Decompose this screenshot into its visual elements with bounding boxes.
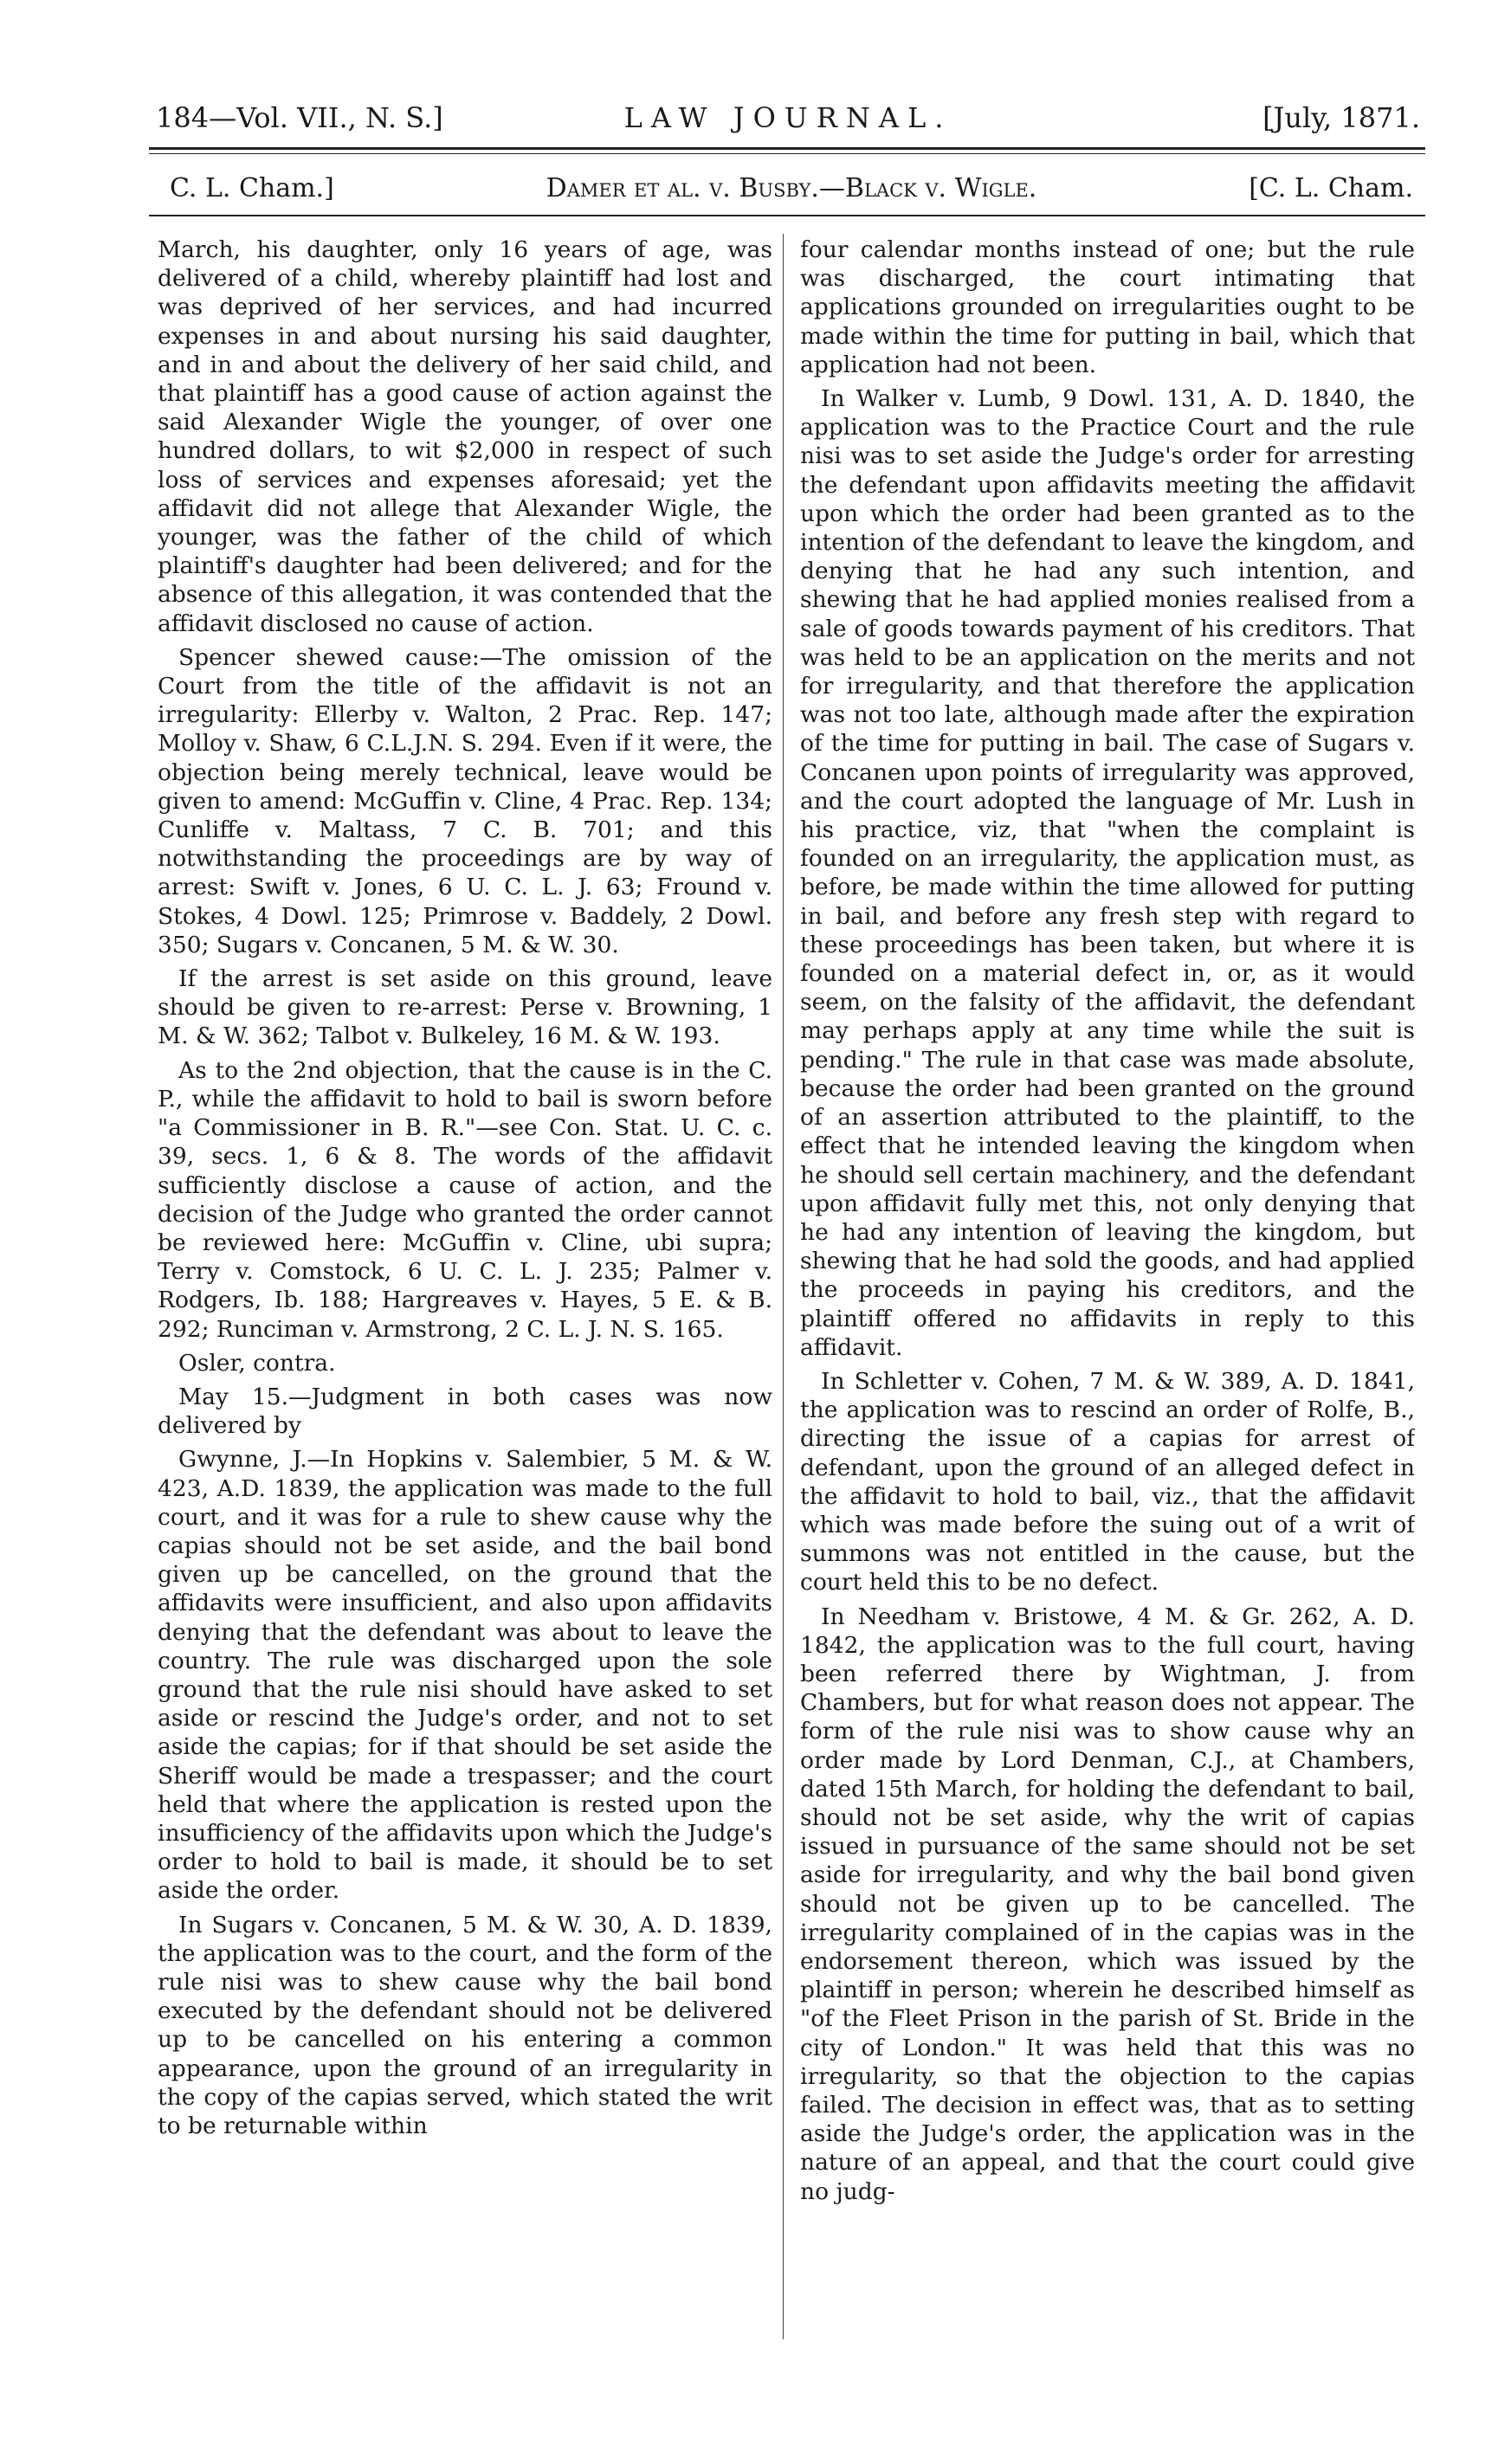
header-journal-title: LAW JOURNAL. (623, 101, 952, 134)
paragraph: In Sugars v. Concanen, 5 M. & W. 30, A. D. 1839, the application was to the court, and the form of the rule nisi was to shew cause why the bail bond executed by the defendant should not be delivered up to be cancelled on his entering a common appearance, upon the ground of an irregularity in the copy of the capias served, which stated the writ to be returnable within (158, 1911, 772, 2139)
paragraph: Spencer shewed cause:—The omission of the Court from the title of the affidavit is not an irregularity: Ellerby v. Walton, 2 Prac. Rep. 147; Molloy v. Shaw, 6 C.L.J.N. S. 294. Even if it were, the objection being merely technical, leave would be given to amend: McGuffin v. Cline, 4 Prac. Rep. 134; Cunliffe v. Maltass, 7 C. B. 701; and this notwithstanding the proceedings are by way of arrest: Swift v. Jones, 6 U. C. L. J. 63; Fround v. Stokes, 4 Dowl. 125; Primrose v. Baddely, 2 Dowl. 350; Sugars v. Concanen, 5 M. & W. 30. (158, 643, 772, 958)
paragraph: If the arrest is set aside on this ground, leave should be given to re-arrest: Perse v. Browning, 1 M. & W. 362; Talbot v. Bulkeley, 16 M. & W. 193. (158, 965, 772, 1050)
paragraph: March, his daughter, only 16 years of age, was delivered of a child, whereby plaintiff had lost and was deprived of her services, and had incurred expenses in and about nursing his said daughter, and in and about the delivery of her said child, and that plaintiff has a good cause of action against the said Alexander Wigle the younger, of over one hundred dollars, to wit $2,000 in respect of such loss of services and expenses aforesaid; yet the affidavit did not allege that Alexander Wigle, the younger, was the father of the child of which plaintiff's daughter had been delivered; and for the absence of this allegation, it was contended that the affidavit disclosed no cause of action. (158, 236, 772, 637)
paragraph: four calendar months instead of one; but the rule was discharged, the court intimating that applications grounded on irregularities ought to be made within the time for putting in bail, which that application had not been. (800, 236, 1415, 378)
subheader-court-right: [C. L. Cham. (1249, 173, 1413, 203)
subheader-rule (149, 215, 1425, 216)
paragraph: In Needham v. Bristowe, 4 M. & Gr. 262, A. D. 1842, the application was to the full court, having been referred there by Wightman, J. from Chambers, but for what reason does not appear. The form of the rule nisi was to show cause why an order made by Lord Denman, C.J., at Chambers, dated 15th March, for holding the defendant to bail, should not be set aside, why the writ of capias issued in pursuance of the same should not be set aside for irregularity, and why the bail bond given should not be given up to be cancelled. The irregularity complained of in the capias was in the endorsement thereon, which was issued by the plaintiff in person; wherein he described himself as "of the Fleet Prison in the parish of St. Bride in the city of London." It was held that this was no irregularity, so that the objection to the capias failed. The decision in effect was, that as to setting aside the Judge's order, the application was in the nature of an appeal, and that the court could give no judg- (800, 1603, 1415, 2205)
right-column (800, 235, 1415, 2339)
paragraph: As to the 2nd objection, that the cause is in the C. P., while the affidavit to hold to bail is sworn before "a Commissioner in B. R."—see Con. Stat. U. C. c. 39, secs. 1, 6 & 8. The words of the affidavit sufficiently disclose a cause of action, and the decision of the Judge who granted the order cannot be reviewed here: McGuffin v. Cline, ubi supra; Terry v. Comstock, 6 U. C. L. J. 235; Palmer v. Rodgers, Ib. 188; Hargreaves v. Hayes, 5 E. & B. 292; Runciman v. Armstrong, 2 C. L. J. N. S. 165. (158, 1056, 772, 1343)
paragraph: Gwynne, J.—In Hopkins v. Salembier, 5 M. & W. 423, A.D. 1839, the application was made to the full court, and it was for a rule to shew cause why the capias should not be set aside, and the bail bond given up be cancelled, on the ground that the affidavits were insufficient, and also upon affidavits denying that the defendant was about to leave the country. The rule was discharged upon the sole ground that the rule nisi should have asked to set aside or rescind the Judge's order, and not to set aside the capias; for if that should be set aside the Sheriff would be made a trespasser; and the court held that where the application is rested upon the insufficiency of the affidavits upon which the Judge's order to hold to bail is made, it should be to set aside the order. (158, 1446, 772, 1905)
header-volume: 184—Vol. VII., N. S.] (156, 101, 443, 134)
left-column (158, 235, 772, 2339)
paragraph: Osler, contra. (178, 1349, 336, 1377)
paragraph: In Schletter v. Cohen, 7 M. & W. 389, A. D. 1841, the application was to rescind an order of Rolfe, B., directing the issue of a capias for arrest of defendant, upon the ground of an alleged defect in the affidavit to hold to bail, viz., that the affidavit which was made before the suing out of a writ of summons was not entitled in the cause, but the court held this to be no defect. (800, 1367, 1415, 1596)
header-date: [July, 1871. (1262, 101, 1420, 134)
header-rule-thin (149, 153, 1425, 154)
paragraph: May 15.—Judgment in both cases was now delivered by (158, 1383, 772, 1440)
paragraph: In Walker v. Lumb, 9 Dowl. 131, A. D. 1840, the application was to the Practice Court and the rule nisi was to set aside the Judge's order for arresting the defendant upon affidavits meeting the affidavit upon which the order had been granted as to the intention of the defendant to leave the kingdom, and denying that he had any such intention, and shewing that he had applied monies realised from a sale of goods towards payment of his creditors. That was held to be an application on the merits and not for irregularity, and that therefore the application was not too late, although made after the expiration of the time for putting in bail. The case of Sugars v. Concanen upon points of irregularity was approved, and the court adopted the language of Mr. Lush in his practice, viz, that "when the complaint is founded on an irregularity, the application must, as before, be made within the time allowed for putting in bail, and before any fresh step with regard to these proceedings has been taken, but where it is founded on a material defect in, or, as it would seem, on the falsity of the affidavit, the defendant may perhaps apply at any time while the suit is pending." The rule in that case was made absolute, because the order had been granted on the ground of an assertion attributed to the plaintiff, to the effect that he intended leaving the kingdom when he should sell certain machinery, and the defendant upon affidavit fully met this, not only denying that he had any intention of leaving the kingdom, but shewing that he had sold the goods, and had applied the proceeds in paying his creditors, and the plaintiff offered no affidavits in reply to this affidavit. (800, 385, 1415, 1361)
column-divider (783, 234, 784, 2339)
running-header (156, 97, 1420, 139)
case-subheader (170, 170, 1413, 208)
header-rule (149, 147, 1425, 150)
subheader-case-names: Damer et al. v. Busby.—Black v. Wigle. (546, 173, 1037, 203)
subheader-court-left: C. L. Cham.] (170, 173, 334, 203)
